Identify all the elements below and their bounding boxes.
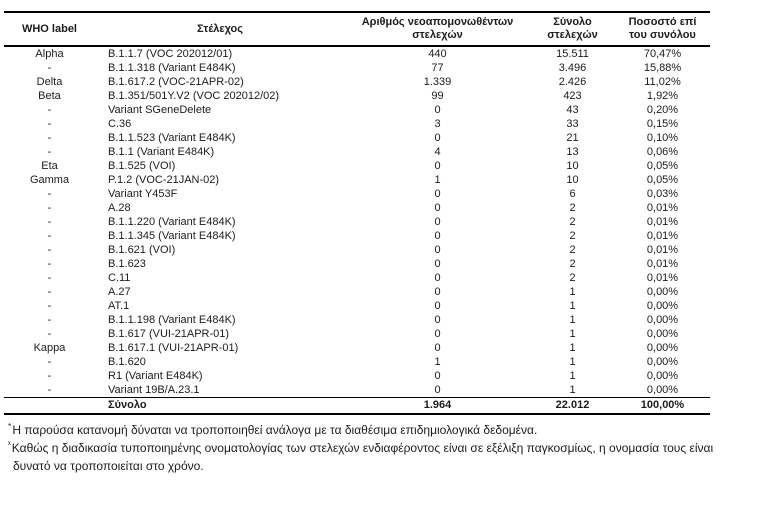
cell-new: 0: [434, 160, 441, 172]
cell-pct: 0,01%: [646, 202, 679, 214]
cell-pct: 0,05%: [646, 160, 679, 172]
cell-strain: Variant SGeneDelete: [108, 104, 212, 116]
cell-who: -: [47, 62, 52, 74]
cell-strain: R1 (Variant E484K): [108, 370, 203, 382]
table-row: [4, 341, 710, 355]
cell-pct: 0,05%: [646, 174, 679, 186]
cell-pct: 1,92%: [646, 90, 679, 102]
cell-who: -: [47, 258, 52, 270]
cell-new: 1: [434, 356, 441, 368]
total-cell-who: [4, 398, 95, 415]
cell-new: 77: [431, 62, 444, 74]
cell-total: 10: [566, 174, 579, 186]
cell-who: -: [47, 286, 52, 298]
col-header-new-isolates-line1: Αριθμός νεοαπομονωθέντων: [361, 16, 514, 28]
cell-strain: A.28: [108, 202, 131, 214]
cell-new: 0: [434, 300, 441, 312]
cell-strain: B.1.1.318 (Variant E484K): [108, 62, 236, 74]
footnote-2-text-line2: δυνατό να τροποποιείται στο χρόνο.: [13, 459, 204, 473]
cell-strain: B.1.621 (VOI): [108, 244, 176, 256]
cell-strain: B.1.1.523 (Variant E484K): [108, 132, 236, 144]
cell-strain: B.1.1.220 (Variant E484K): [108, 216, 236, 228]
footnote-2-mark: ˣ: [8, 439, 11, 449]
cell-strain: AT.1: [108, 300, 130, 312]
cell-who: -: [47, 118, 52, 130]
table-row: [4, 299, 710, 313]
cell-strain: B.1.525 (VOI): [108, 160, 176, 172]
cell-new: 0: [434, 342, 441, 354]
cell-total: 21: [566, 132, 579, 144]
cell-who: Kappa: [33, 342, 66, 354]
cell-pct: 0,00%: [646, 300, 679, 312]
cell-strain: B.1.617.2 (VOC-21APR-02): [108, 76, 244, 88]
cell-pct: 70,47%: [643, 48, 682, 60]
cell-who: Beta: [38, 90, 61, 102]
cell-new: 0: [434, 104, 441, 116]
cell-who: -: [47, 328, 52, 340]
table-row: [4, 159, 710, 173]
cell-total: 15.511: [556, 48, 589, 60]
table-row: [4, 285, 710, 299]
table-row: [4, 271, 710, 285]
footnote-2-text-line1: Καθώς η διαδικασία τυποποιημένης ονοματολογίας των στελεχών ενδιαφέροντος είναι σε εξέλιξη παγκοσμίως, η ονομασία τους είναι: [11, 441, 714, 455]
cell-who: -: [47, 314, 52, 326]
footnote-1-text: Η παρούσα κατανομή δύναται να τροποποιηθεί ανάλογα με τα διαθέσιμα επιδημιολογικά δεδομένα.: [12, 423, 538, 437]
cell-total: 2: [569, 258, 576, 270]
cell-who: -: [47, 216, 52, 228]
cell-who: -: [47, 300, 52, 312]
cell-new: 99: [431, 90, 444, 102]
cell-total: 33: [566, 118, 579, 130]
cell-new: 0: [434, 202, 441, 214]
cell-new: 0: [434, 370, 441, 382]
cell-new: 0: [434, 132, 441, 144]
cell-total: 6: [569, 188, 576, 200]
cell-strain: B.1.617.1 (VUI-21APR-01): [108, 342, 239, 354]
col-header-total-strains-line2: στελεχών: [547, 29, 598, 41]
cell-pct: 0,00%: [646, 342, 679, 354]
cell-new: 0: [434, 314, 441, 326]
cell-who: -: [47, 244, 52, 256]
table-row: [4, 215, 710, 229]
table-row: [4, 103, 710, 117]
cell-who: -: [47, 104, 52, 116]
cell-pct: 0,01%: [646, 216, 679, 228]
table-row: [4, 117, 710, 131]
cell-new: 0: [434, 244, 441, 256]
table-row: [4, 327, 710, 341]
table-row: [4, 229, 710, 243]
header-row: [4, 12, 710, 46]
table-header: [4, 12, 710, 46]
cell-pct: 0,00%: [646, 384, 679, 396]
cell-pct: 0,01%: [646, 272, 679, 284]
cell-who: Gamma: [29, 174, 70, 186]
cell-pct: 0,01%: [646, 230, 679, 242]
table-footer: [4, 398, 710, 415]
table-row: [4, 243, 710, 257]
cell-new: 1: [434, 174, 441, 186]
footnote-1-mark: *: [8, 421, 12, 431]
cell-pct: 0,01%: [646, 258, 679, 270]
cell-new: 0: [434, 286, 441, 298]
cell-new: 0: [434, 328, 441, 340]
cell-pct: 0,20%: [646, 104, 679, 116]
col-header-strain: Στέλεχος: [95, 12, 345, 46]
cell-total: 2: [569, 202, 576, 214]
cell-strain: B.1.623: [108, 258, 146, 270]
cell-new: 0: [434, 230, 441, 242]
col-header-percent: [615, 12, 710, 46]
table-row: [4, 46, 710, 61]
total-cell-new: 1.964: [345, 398, 530, 415]
table-body: [4, 46, 710, 398]
cell-total: 1: [569, 384, 576, 396]
cell-who: Delta: [36, 76, 63, 88]
col-header-percent-line1: Ποσοστό επί: [628, 16, 697, 28]
cell-total: 1: [569, 286, 576, 298]
cell-strain: Variant Y453F: [108, 188, 178, 200]
cell-who: -: [47, 370, 52, 382]
cell-pct: 0,03%: [646, 188, 679, 200]
cell-who: -: [47, 272, 52, 284]
cell-who: Eta: [41, 160, 58, 172]
cell-total: 43: [566, 104, 579, 116]
total-cell-total: 22.012: [530, 398, 615, 415]
col-header-percent-line2: του συνόλου: [629, 29, 696, 41]
cell-strain: B.1.620: [108, 356, 146, 368]
cell-pct: 0,00%: [646, 328, 679, 340]
cell-total: 2: [569, 216, 576, 228]
cell-who: -: [47, 132, 52, 144]
table-row: [4, 173, 710, 187]
cell-total: 2: [569, 244, 576, 256]
cell-who: -: [47, 202, 52, 214]
cell-who: -: [47, 146, 52, 158]
table-row: [4, 61, 710, 75]
table-row: [4, 257, 710, 271]
cell-pct: 0,10%: [646, 132, 679, 144]
col-header-new-isolates: [345, 12, 530, 46]
cell-who: -: [47, 230, 52, 242]
cell-total: 423: [563, 90, 582, 102]
cell-total: 1: [569, 370, 576, 382]
cell-new: 0: [434, 384, 441, 396]
cell-strain: B.1.1.345 (Variant E484K): [108, 230, 236, 242]
cell-total: 1: [569, 356, 576, 368]
cell-strain: C.36: [108, 118, 132, 130]
cell-pct: 11,02%: [644, 76, 681, 88]
cell-total: 1: [569, 342, 576, 354]
cell-who: -: [47, 384, 52, 396]
cell-pct: 0,06%: [646, 146, 679, 158]
cell-new: 0: [434, 188, 441, 200]
cell-strain: B.1.1.198 (Variant E484K): [108, 314, 236, 326]
table-row: [4, 131, 710, 145]
cell-new: 1.339: [423, 76, 452, 88]
col-header-new-isolates-line2: στελεχών: [412, 29, 463, 41]
cell-total: 1: [569, 328, 576, 340]
col-header-total-strains: [530, 12, 615, 46]
variants-table: [4, 11, 710, 415]
table-row: [4, 383, 710, 398]
table-row: [4, 145, 710, 159]
cell-pct: 0,15%: [646, 118, 679, 130]
cell-total: 2: [569, 230, 576, 242]
col-header-total-strains-line1: Σύνολο: [553, 16, 592, 28]
table-row: [4, 187, 710, 201]
cell-strain: B.1.1 (Variant E484K): [108, 146, 215, 158]
cell-strain: A.27: [108, 286, 131, 298]
cell-total: 10: [566, 160, 579, 172]
cell-who: Alpha: [35, 48, 64, 60]
cell-pct: 0,00%: [646, 286, 679, 298]
footnotes: [8, 421, 779, 475]
cell-total: 1: [569, 300, 576, 312]
cell-new: 4: [434, 146, 441, 158]
total-cell-label: Σύνολο: [95, 398, 345, 415]
cell-total: 3.496: [558, 62, 587, 74]
cell-strain: P.1.2 (VOC-21JAN-02): [108, 174, 220, 186]
cell-new: 440: [428, 48, 447, 60]
cell-total: 2: [569, 272, 576, 284]
cell-total: 1: [569, 314, 576, 326]
cell-strain: C.11: [108, 272, 131, 284]
total-cell-pct: 100,00%: [615, 398, 710, 415]
cell-strain: B.1.351/501Y.V2 (VOC 202012/02): [108, 90, 280, 102]
col-header-who-label: WHO label: [4, 12, 95, 46]
total-row: [4, 398, 710, 415]
footnote-1: [8, 421, 779, 439]
cell-new: 3: [434, 118, 441, 130]
table-row: [4, 75, 710, 89]
cell-pct: 0,00%: [646, 314, 679, 326]
table-row: [4, 89, 710, 103]
cell-pct: 0,00%: [646, 370, 679, 382]
cell-new: 0: [434, 272, 441, 284]
cell-new: 0: [434, 216, 441, 228]
cell-pct: 0,00%: [646, 356, 679, 368]
table-row: [4, 201, 710, 215]
cell-pct: 0,01%: [646, 244, 679, 256]
cell-strain: B.1.1.7 (VOC 202012/01): [108, 48, 233, 60]
table-row: [4, 313, 710, 327]
cell-new: 0: [434, 258, 441, 270]
table-row: [4, 355, 710, 369]
table-row: [4, 369, 710, 383]
cell-who: -: [47, 188, 52, 200]
cell-pct: 15,88%: [643, 62, 682, 74]
cell-strain: B.1.617 (VUI-21APR-01): [108, 328, 230, 340]
footnote-2: [8, 439, 779, 457]
cell-total: 2.426: [558, 76, 587, 88]
cell-strain: Variant 19B/A.23.1: [108, 384, 200, 396]
cell-who: -: [47, 356, 52, 368]
cell-total: 13: [566, 146, 579, 158]
